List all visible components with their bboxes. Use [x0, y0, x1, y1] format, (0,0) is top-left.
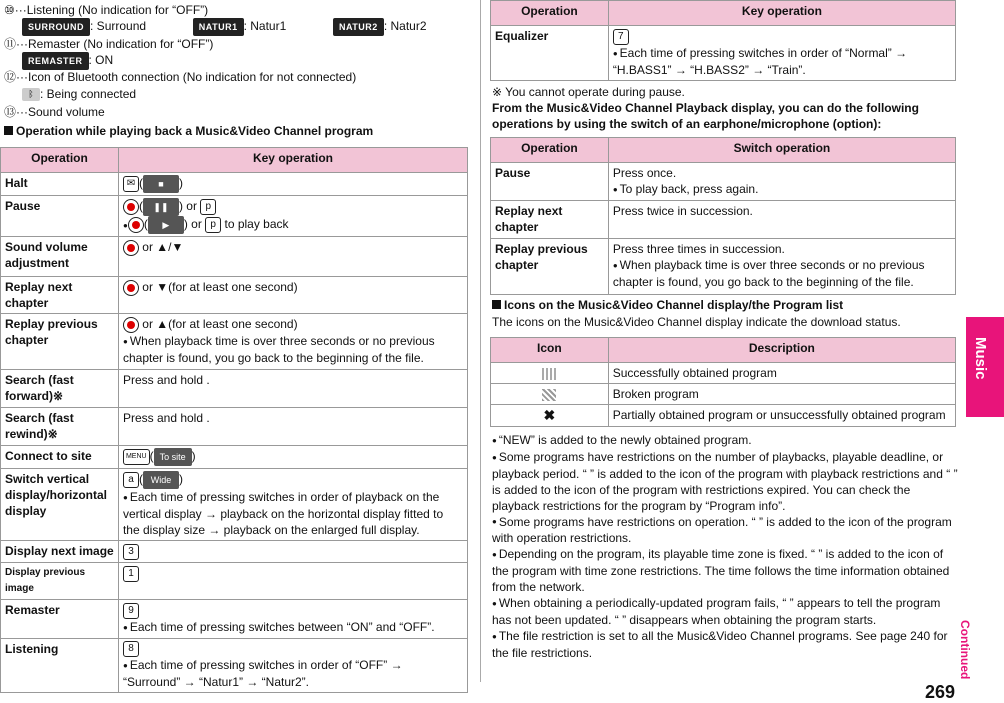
side-key-icon: p	[205, 217, 221, 233]
bluetooth-icon: ᛒ	[22, 88, 40, 101]
right-key-icon	[123, 280, 139, 296]
center-key-icon	[128, 217, 144, 233]
table-row: Display previous image 1	[1, 563, 468, 600]
natur1-badge: NATUR1	[193, 18, 244, 36]
item-12-bluetooth: ⑫···Icon of Bluetooth connection (No indication for not connected)	[4, 70, 357, 84]
table-row: Pause Press once. ● To play back, press again.	[491, 163, 956, 201]
table-row: Listening 8 ● Each time of pressing switches in order of “OFF” → “Surround” → “Natur1” → “Natur2”.	[1, 638, 468, 693]
table-row: Connect to site MENU ( To site )	[1, 446, 468, 469]
table-header-operation: Operation	[1, 148, 119, 173]
remaster-on: REMASTER : ON	[22, 52, 113, 70]
listening-badges: SURROUND : Surround NATUR1 : Natur1 NATUR2 : Natur2	[22, 18, 427, 36]
key-9-icon: 9	[123, 603, 139, 619]
list-item: ● Depending on the program, its playable time zone is fixed. “ ” is added to the icon of the program with time zone restrictions. The time follows the time information obtained from the network.	[492, 546, 958, 595]
item-11-remaster: ⑪···Remaster (No indication for “OFF”)	[4, 37, 214, 51]
section-tab-music: Music	[966, 317, 1004, 417]
pause-softkey: ❚❚	[143, 198, 179, 216]
equalizer-table: Operation Key operation Equalizer 7 ● Each time of pressing switches in order of “Normal” → “H.BASS1” → “H.BASS2” → “Train”.	[490, 0, 956, 81]
list-item: ● Some programs have restrictions on operation. “ ” is added to the icon of the program with operation restrictions.	[492, 514, 958, 547]
table-row: Equalizer 7 ● Each time of pressing switches in order of “Normal” → “H.BASS1” → “H.BASS2” → “Train”.	[491, 26, 956, 81]
item-10-listening: ⑩···Listening (No indication for “OFF”)	[4, 3, 209, 17]
list-item: ● When obtaining a periodically-updated program fails, “ ” appears to tell the program has not been updated. “ ” disappears when obtaining the program starts.	[492, 595, 958, 628]
camera-key-icon: a	[123, 472, 139, 488]
section-heading-icons: Icons on the Music&Video Channel display/the Program list	[492, 298, 843, 312]
stop-softkey: ■	[143, 175, 179, 193]
center-key-icon	[123, 199, 139, 215]
key-8-icon: 8	[123, 641, 139, 657]
key-7-icon: 7	[613, 29, 629, 45]
pause-note: ※ You cannot operate during pause.	[492, 85, 685, 99]
to-site-softkey: To site	[154, 448, 192, 466]
wide-softkey: Wide	[143, 471, 179, 489]
table-row: Remaster 9 ● Each time of pressing switches between “ON” and “OFF”.	[1, 600, 468, 639]
natur2-badge: NATUR2	[333, 18, 384, 36]
continued-label: Continued	[958, 620, 972, 680]
table-row: Sound volume adjustment or ▲/▼	[1, 237, 468, 277]
table-row: Halt ✉ ( ■ )	[1, 173, 468, 196]
table-row: Search (fast rewind)※ Press and hold .	[1, 408, 468, 446]
item-13-volume: ⑬···Sound volume	[4, 105, 105, 119]
table-row: Search (fast forward)※ Press and hold .	[1, 370, 468, 408]
key-3-icon: 3	[123, 544, 139, 560]
column-divider	[480, 0, 481, 682]
table-row: Successfully obtained program	[491, 363, 956, 384]
partial-program-icon: ✖	[543, 407, 556, 423]
mail-key-icon: ✉	[123, 176, 139, 192]
surround-badge: SURROUND	[22, 18, 90, 36]
menu-key-icon: MENU	[123, 449, 150, 465]
notes-list	[492, 432, 958, 661]
switch-operations-table: Operation Switch operation Pause Press once. ● To play back, press again. Replay next chapter Press twice in succession. Replay previous chapter Press three times in succession. ● When playback time is over three seconds or no previous chapter is found, you go back to the beginning of the file.	[490, 137, 956, 295]
section-heading-playback-ops: Operation while playing back a Music&Video Channel program	[4, 124, 373, 138]
table-row: Broken program	[491, 384, 956, 405]
table-row: Replay previous chapter Press three times in succession. ● When playback time is over three seconds or no previous chapter is found, you go back to the beginning of the file.	[491, 239, 956, 295]
earphone-intro: From the Music&Video Channel Playback display, you can do the following operations by using the switch of an earphone/microphone (option):	[492, 101, 919, 131]
table-row: Replay next chapter Press twice in succession.	[491, 201, 956, 239]
side-key-icon: p	[200, 199, 216, 215]
table-row: Replay previous chapter or ▲(for at least one second) ● When playback time is over three seconds or no previous chapter is found, you go back to the beginning of the file.	[1, 314, 468, 370]
table-row: Display next image 3	[1, 541, 468, 563]
key-1-icon: 1	[123, 566, 139, 582]
broken-program-icon	[542, 389, 556, 401]
playback-operations-table	[0, 147, 468, 693]
list-item: ● “NEW” is added to the newly obtained program.	[492, 432, 958, 449]
bluetooth-connected: ᛒ : Being connected	[22, 86, 136, 102]
play-softkey: ▶	[148, 216, 184, 234]
obtained-program-icon	[542, 368, 556, 380]
page-number: 269	[925, 682, 956, 702]
table-row: Replay next chapter or ▼(for at least one second)	[1, 277, 468, 314]
up-down-key-icon	[123, 240, 139, 256]
table-header-key: Key operation	[118, 148, 467, 173]
table-row: ✖ Partially obtained program or unsuccessfully obtained program	[491, 405, 956, 427]
left-key-icon	[123, 317, 139, 333]
list-item: ● The file restriction is set to all the Music&Video Channel programs. See page 240 for the file restrictions.	[492, 628, 958, 661]
icons-table: Icon Description Successfully obtained program Broken program ✖ Partially obtained program or unsuccessfully obtained program	[490, 337, 956, 427]
table-row: Pause ( ❚❚ ) or p ● ( ▶ ) or p to play back	[1, 196, 468, 237]
icons-intro: The icons on the Music&Video Channel display indicate the download status.	[492, 315, 901, 329]
list-item: ● Some programs have restrictions on the number of playbacks, playable deadline, or playback period. “ ” is added to the icon of the program with playback restrictions and “ ” is added to the icon of the program with restrictions expired. You can check the playback restrictions for the program by “Program info”.	[492, 449, 958, 514]
table-row: Switch vertical display/horizontal display a ( Wide ) ● Each time of pressing switches in order of playback on the vertical display → playback on the horizontal display fitted to the display size → playback on the enlarged full display.	[1, 469, 468, 541]
remaster-badge: REMASTER	[22, 52, 89, 70]
